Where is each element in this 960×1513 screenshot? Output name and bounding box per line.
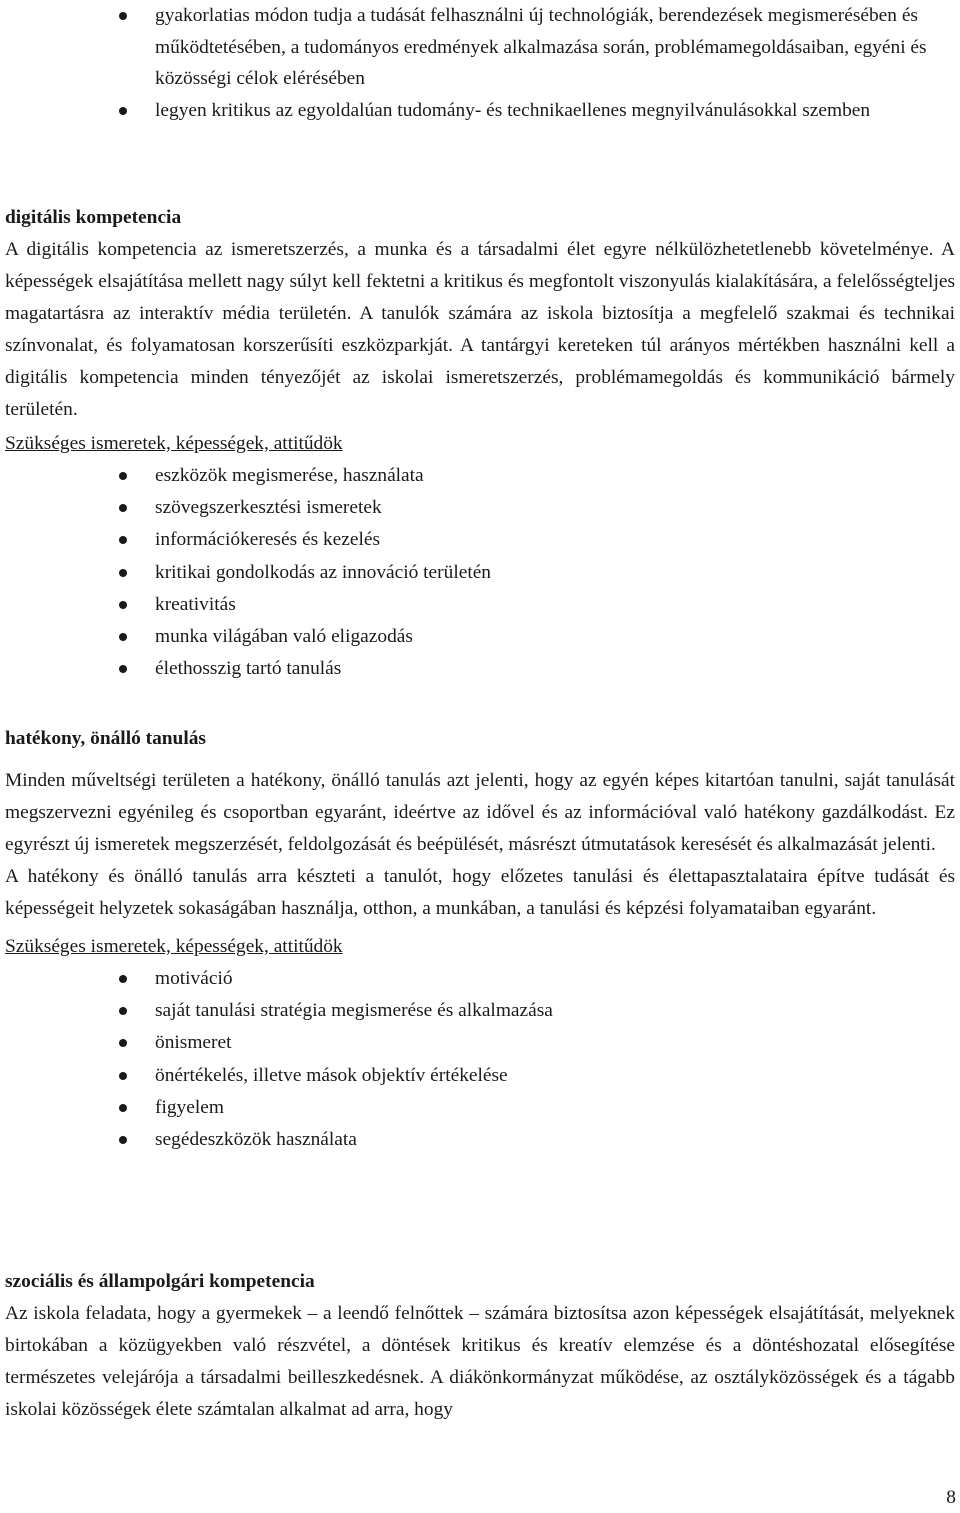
top-bullet-list — [5, 0, 955, 126]
list-item: önértékelés, illetve mások objektív értékelése — [5, 1060, 955, 1092]
list-item: munka világában való eligazodás — [5, 621, 955, 653]
digital-section — [5, 202, 955, 685]
list-item: információkeresés és kezelés — [5, 524, 955, 556]
list-item: segédeszközök használata — [5, 1124, 955, 1156]
list-item: önismeret — [5, 1027, 955, 1059]
section-heading-digital: digitális kompetencia — [5, 207, 182, 228]
learning-paragraph-2: A hatékony és önálló tanulás arra készteti a tanulót, hogy előzetes tanulási és élettapasztalataira építve tudását és képességeit helyzetek sokaságában használja, otthon, a munkában, a tanulási és képzési folyamataiban egyaránt. — [5, 866, 955, 919]
list-item: szövegszerkesztési ismeretek — [5, 492, 955, 524]
list-item: eszközök megismerése, használata — [5, 460, 955, 492]
list-item: figyelem — [5, 1092, 955, 1124]
social-paragraph: Az iskola feladata, hogy a gyermekek – a leendő felnőttek – számára biztosítsa azon képességek elsajátítását, melyeknek birtokában a közügyekben való részvétel, a döntések kritikus és kreatív elemzése és a döntéshozatal elősegítése természetes velejárója a társadalmi beilleszkedésnek. A diákönkormányzat működése, az osztályközösségek és a tágabb iskolai közösségek élete számtalan alkalmat ad arra, hogy — [5, 1303, 955, 1420]
list-item: saját tanulási stratégia megismerése és alkalmazása — [5, 995, 955, 1027]
digital-skills-list — [5, 460, 955, 685]
digital-subheading: Szükséges ismeretek, képességek, attitűdök — [5, 433, 343, 454]
section-heading-social: szociális és állampolgári kompetencia — [5, 1271, 315, 1292]
list-item: legyen kritikus az egyoldalúan tudomány- és technikaellenes megnyilvánulásokkal szemben — [5, 95, 955, 127]
learning-section — [5, 723, 955, 1156]
social-section — [5, 1266, 955, 1426]
list-item: élethosszig tartó tanulás — [5, 653, 955, 685]
page-number: 8 — [946, 1487, 956, 1508]
list-item: motiváció — [5, 963, 955, 995]
learning-subheading: Szükséges ismeretek, képességek, attitűdök — [5, 936, 343, 957]
section-heading-learning: hatékony, önálló tanulás — [5, 728, 206, 749]
list-item: kritikai gondolkodás az innováció területén — [5, 557, 955, 589]
digital-paragraph: A digitális kompetencia az ismeretszerzés, a munka és a társadalmi élet egyre nélkülözhetetlenebb követelménye. A képességek elsajátítása mellett nagy súlyt kell fektetni a kritikus és megfontolt viszonyulás kialakítására, a felelősségteljes magatartásra az interaktív média területén. A tanulók számára az iskola biztosítja a megfelelő szakmai és technikai színvonalat, és folyamatosan korszerűsíti eszközparkját. A tantárgyi kereteken túl arányos mértékben használni kell a digitális kompetencia minden tényezőjét az iskolai ismeretszerzés, problémamegoldás és kommunikáció bármely területén. — [5, 239, 955, 420]
list-item: gyakorlatias módon tudja a tudását felhasználni új technológiák, berendezések megismerésében és működtetésében, a tudományos eredmények alkalmazása során, problémamegoldásaiban, egyéni és közösségi célok elérésében — [5, 0, 955, 95]
learning-skills-list — [5, 963, 955, 1156]
learning-paragraph-1: Minden műveltségi területen a hatékony, önálló tanulás azt jelenti, hogy az egyén képes kitartóan tanulni, saját tanulását megszervezni egyénileg és csoportban egyaránt, ideértve az idővel és az információval való hatékony gazdálkodást. Ez egyrészt új ismeretek megszerzését, feldolgozását és beépülését, másrészt útmutatások keresését és alkalmazását jelenti. — [5, 770, 955, 855]
list-item: kreativitás — [5, 589, 955, 621]
